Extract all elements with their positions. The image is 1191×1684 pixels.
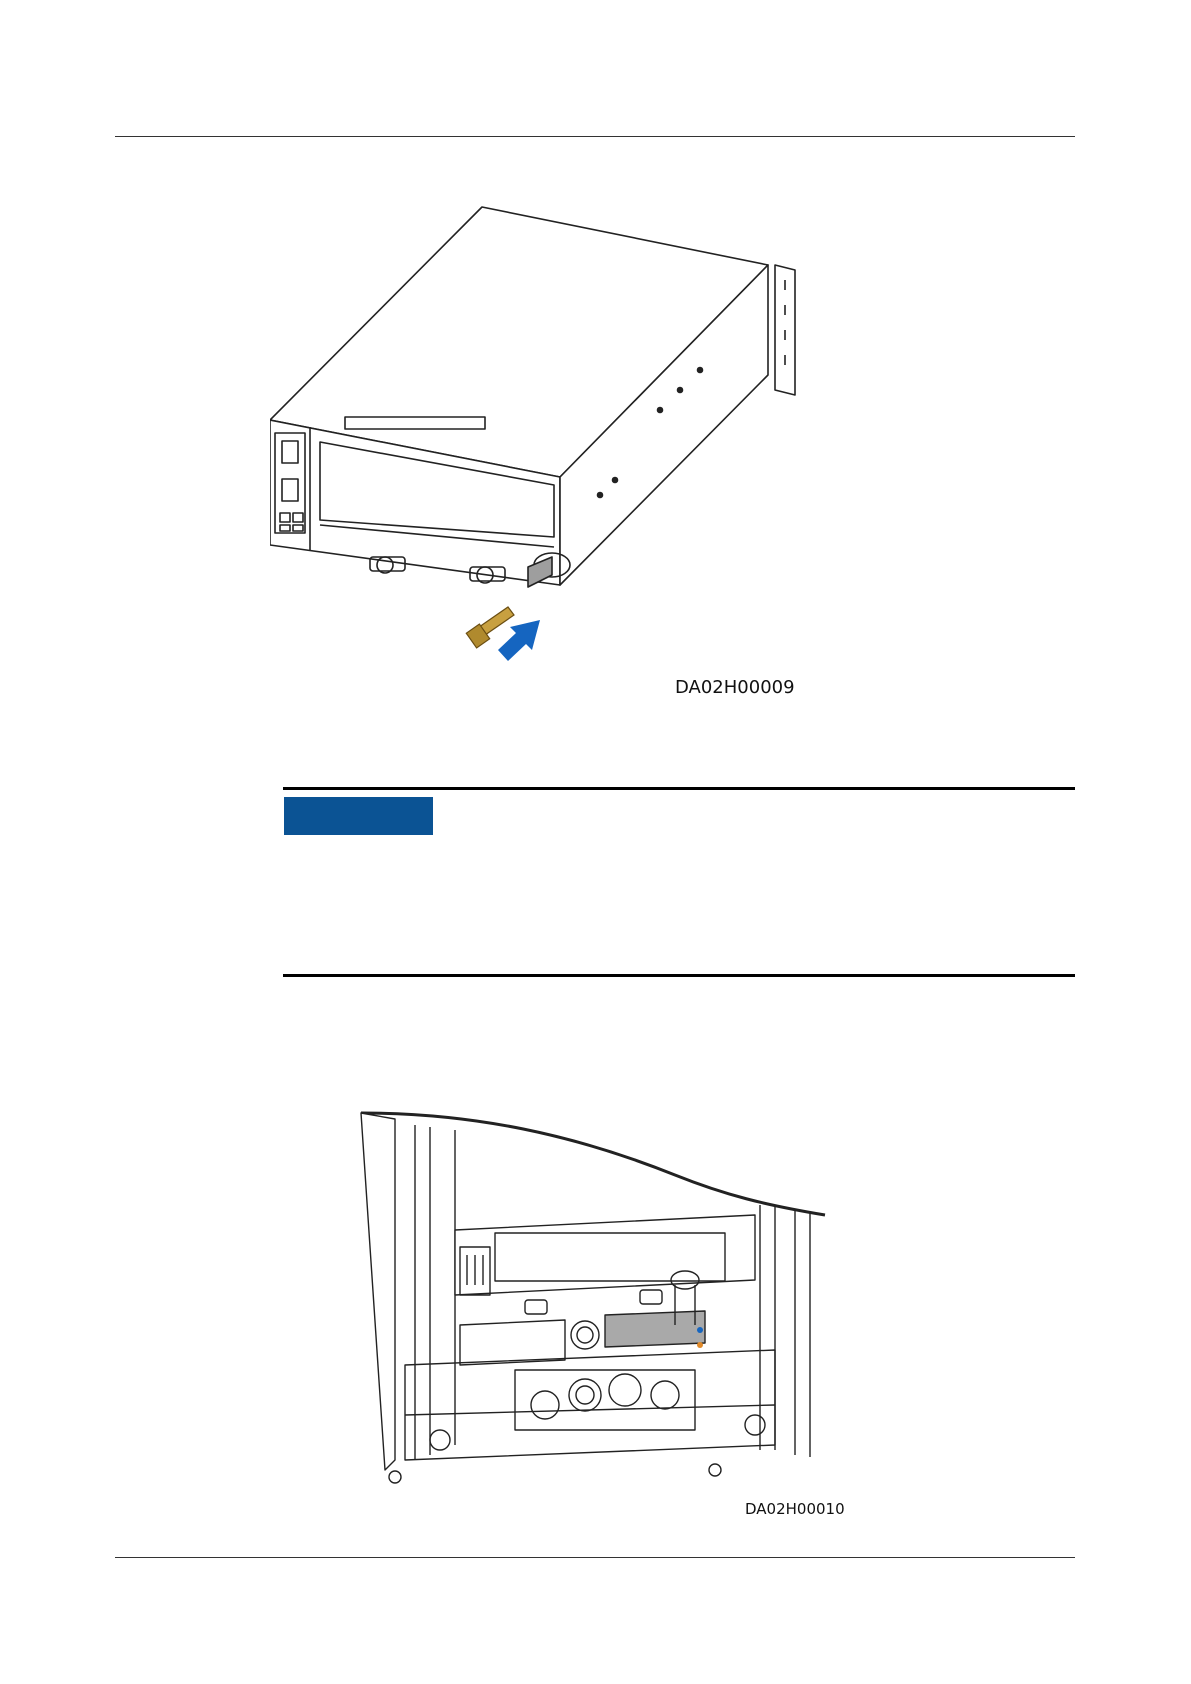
notice-badge: [284, 797, 433, 835]
figure-module-illustration: [270, 195, 810, 675]
notice-bottom-rule: [283, 974, 1075, 977]
notice-top-rule: [283, 787, 1075, 790]
header-rule: [115, 136, 1075, 137]
figure-code-label: DA02H00010: [745, 1500, 845, 1518]
footer-rule: [115, 1557, 1075, 1558]
figure-cabinet-illustration: [355, 1105, 835, 1495]
figure-code-label: DA02H00009: [675, 677, 795, 698]
